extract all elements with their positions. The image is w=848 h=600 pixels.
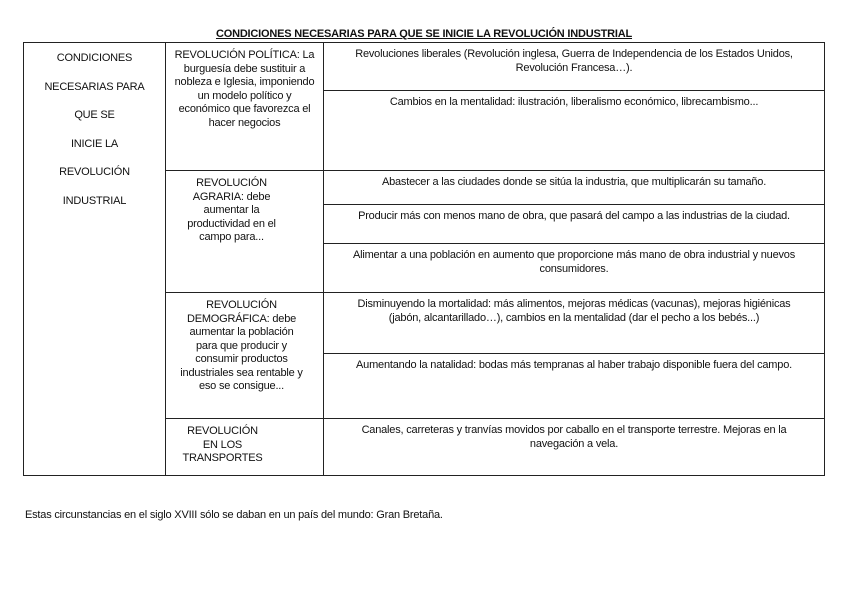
item-cell: Alimentar a una población en aumento que proporcione más mano de obra industrial y nuevos consumidores.	[323, 243, 825, 293]
category-transport: REVOLUCIÓN EN LOS TRANSPORTES	[165, 418, 324, 476]
category-agrarian: REVOLUCIÓN AGRARIA: debe aumentar la productividad en el campo para...	[165, 170, 324, 293]
item-cell: Abastecer a las ciudades donde se sitúa la industria, que multiplicarán su tamaño.	[323, 170, 825, 205]
first-column-line: INDUSTRIAL	[62, 194, 127, 207]
first-column-line: NECESARIAS PARA	[44, 80, 145, 93]
category-political: REVOLUCIÓN POLÍTICA: La burguesía debe sustituir a nobleza e Iglesia, imponiendo un modelo político y económico que favorezca el hacer negocios	[165, 42, 324, 171]
item-cell: Disminuyendo la mortalidad: más alimentos, mejoras médicas (vacunas), mejoras higiénicas (jabón, alcantarillado…), cambios en la mentalidad (dar el pecho a los bebés...)	[323, 292, 825, 354]
item-cell: Producir más con menos mano de obra, que pasará del campo a las industrias de la ciudad.	[323, 204, 825, 244]
first-column-line: CONDICIONES	[56, 52, 133, 64]
category-demographic: REVOLUCIÓN DEMOGRÁFICA: debe aumentar la población para que producir y consumir productos industriales sea rentable y eso se consigue...	[165, 292, 324, 419]
document-title: CONDICIONES NECESARIAS PARA QUE SE INICIE LA REVOLUCIÓN INDUSTRIAL	[215, 28, 633, 40]
first-column-line: QUE SE	[74, 109, 115, 121]
first-column-line: INICIE LA	[70, 137, 119, 150]
item-cell: Canales, carreteras y tranvías movidos por caballo en el transporte terrestre. Mejoras en la navegación a vela.	[323, 418, 825, 476]
first-column-cell	[23, 42, 166, 476]
item-cell: Aumentando la natalidad: bodas más tempranas al haber trabajo disponible fuera del campo.	[323, 353, 825, 419]
item-cell: Revoluciones liberales (Revolución inglesa, Guerra de Independencia de los Estados Unidos, Revolución Francesa…).	[323, 42, 825, 91]
first-column-line: REVOLUCIÓN	[59, 166, 130, 178]
footer-note: Estas circunstancias en el siglo XVIII sólo se daban en un país del mundo: Gran Bretaña.	[25, 509, 443, 521]
item-cell: Cambios en la mentalidad: ilustración, liberalismo económico, librecambismo...	[323, 90, 825, 171]
